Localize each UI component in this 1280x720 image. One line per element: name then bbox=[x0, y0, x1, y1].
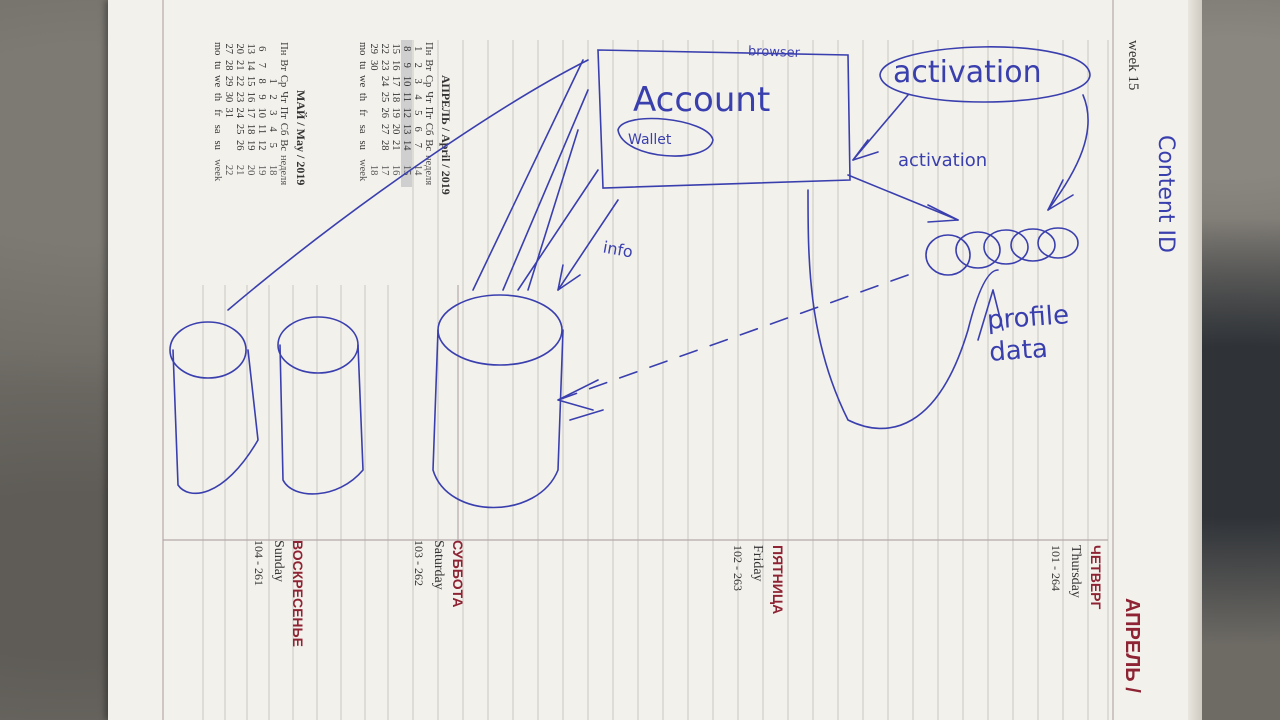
calendar-cell: 24 bbox=[379, 75, 390, 87]
calendar-cell: 23 bbox=[234, 91, 245, 103]
label-account: Account bbox=[633, 80, 771, 120]
calendar-cell: th bbox=[357, 92, 368, 102]
calendar-cell: 5 bbox=[412, 110, 423, 116]
calendar-cell: 8 bbox=[401, 40, 412, 57]
arrow-browser-to-content bbox=[848, 175, 958, 220]
calendar-cell: 17 bbox=[390, 75, 401, 87]
calendar-cell: 17 bbox=[245, 107, 256, 119]
calendar-cell: 26 bbox=[379, 107, 390, 119]
calendar-cell: su bbox=[212, 140, 223, 150]
calendar-cell: 9 bbox=[401, 57, 412, 73]
calendar-cell: mo bbox=[357, 42, 368, 56]
calendar-cell: 20 bbox=[245, 164, 256, 176]
calendar-cell: 3 bbox=[267, 110, 278, 116]
label-activation: activation bbox=[898, 150, 988, 171]
calendar-cell: 9 bbox=[256, 94, 267, 100]
calendar-cell: 26 bbox=[234, 139, 245, 151]
calendar-cell: 19 bbox=[256, 164, 267, 176]
day-thursday-nums: 101 - 264 bbox=[1049, 545, 1063, 591]
calendar-cell: 28 bbox=[223, 59, 234, 71]
calendar-cell: Чт bbox=[423, 91, 434, 103]
calendar-cell: 10 bbox=[256, 107, 267, 119]
calendar-cell: 20 bbox=[234, 43, 245, 54]
day-sunday-ru: ВОСКРЕСЕНЬЕ bbox=[290, 540, 306, 647]
calendar-cell: 31 bbox=[223, 107, 234, 119]
calendar-cell: 14 bbox=[412, 164, 423, 176]
calendar-cell: Ср bbox=[423, 75, 434, 88]
calendar-cell: Вт bbox=[423, 59, 434, 72]
calendar-cell: 21 bbox=[234, 164, 245, 176]
calendar-cell: 22 bbox=[223, 164, 234, 176]
calendar-cell: 29 bbox=[368, 43, 379, 54]
calendar-cell: th bbox=[212, 92, 223, 102]
calendar-cell: su bbox=[357, 140, 368, 150]
calendar-cell: 16 bbox=[390, 59, 401, 71]
database-cylinders bbox=[170, 295, 563, 508]
calendar-cell: 27 bbox=[379, 123, 390, 135]
arrow-activation-to-content bbox=[1048, 95, 1088, 210]
page-edge bbox=[1188, 0, 1202, 720]
calendar-cell: 1 bbox=[412, 46, 423, 52]
calendar-cell: Вт bbox=[278, 59, 289, 72]
calendar-cell: 16 bbox=[245, 91, 256, 103]
calendar-cell: Пн bbox=[278, 42, 289, 56]
calendar-cell: Сб bbox=[423, 122, 434, 136]
calendar-cell: 30 bbox=[368, 59, 379, 71]
calendar-cell: 2 bbox=[412, 62, 423, 68]
calendar-cell: 21 bbox=[390, 139, 401, 151]
label-content-id: Content ID bbox=[1153, 135, 1178, 253]
month-header: АПРЕЛЬ / bbox=[1121, 598, 1143, 693]
calendar-cell: tu bbox=[357, 61, 368, 70]
calendar-cell: 6 bbox=[412, 126, 423, 132]
calendar-cell: 20 bbox=[390, 123, 401, 135]
calendar-cell: Пн bbox=[423, 42, 434, 56]
calendar-cell: 28 bbox=[379, 139, 390, 151]
content-id-circles bbox=[926, 228, 1078, 275]
calendar-cell: неделя bbox=[423, 155, 434, 186]
calendar-cell: tu bbox=[212, 61, 223, 70]
calendar-cell: 13 bbox=[245, 43, 256, 54]
calendar-cell: 7 bbox=[256, 62, 267, 68]
calendar-cell: we bbox=[212, 75, 223, 88]
label-wallet: Wallet bbox=[628, 132, 672, 148]
calendar-cell: 1 bbox=[267, 78, 278, 84]
calendar-cell: sa bbox=[212, 124, 223, 134]
day-friday-en: Friday bbox=[750, 545, 765, 582]
calendar-cell: 7 bbox=[412, 142, 423, 148]
calendar-cell: неделя bbox=[278, 155, 289, 186]
calendar-cell: 16 bbox=[390, 164, 401, 176]
calendar-cell: 22 bbox=[379, 43, 390, 54]
calendar-cell: 4 bbox=[267, 126, 278, 132]
calendar-cell: mo bbox=[212, 42, 223, 56]
profile-bucket bbox=[808, 190, 998, 428]
day-friday-ru: ПЯТНИЦА bbox=[770, 545, 786, 615]
calendar-cell: we bbox=[357, 75, 368, 88]
calendar-cell: 22 bbox=[234, 75, 245, 87]
calendar-cell: 18 bbox=[245, 123, 256, 135]
day-sunday-nums: 104 - 261 bbox=[252, 540, 266, 586]
label-profile-data: profile data bbox=[986, 300, 1071, 368]
week-label: week 15 bbox=[1125, 40, 1141, 91]
calendar-cell: 4 bbox=[412, 94, 423, 100]
calendar-cell: 18 bbox=[368, 164, 379, 176]
day-sunday-en: Sunday bbox=[271, 540, 286, 582]
calendar-cell: 12 bbox=[256, 139, 267, 151]
calendar-cell: Чт bbox=[278, 91, 289, 103]
dashed-arrow bbox=[558, 275, 908, 400]
calendar-cell: Ср bbox=[278, 75, 289, 88]
calendar-cell: 29 bbox=[223, 75, 234, 87]
label-activation-circled: activation bbox=[893, 55, 1042, 90]
calendar-cell: 6 bbox=[256, 46, 267, 52]
calendar-cell: 25 bbox=[234, 123, 245, 135]
april-title: АПРЕЛЬ / April / 2019 bbox=[439, 75, 453, 195]
calendar-cell: 15 bbox=[401, 153, 412, 187]
calendar-cell: week bbox=[357, 159, 368, 182]
calendar-cell: sa bbox=[357, 124, 368, 134]
calendar-cell: 8 bbox=[256, 78, 267, 84]
calendar-cell: 3 bbox=[412, 78, 423, 84]
calendar-cell: Пт bbox=[278, 106, 289, 119]
calendar-cell: Вс bbox=[423, 139, 434, 152]
calendar-cell: 5 bbox=[267, 142, 278, 148]
calendar-cell: 25 bbox=[379, 91, 390, 103]
calendar-cell: 19 bbox=[245, 139, 256, 151]
calendar-cell: 23 bbox=[379, 59, 390, 71]
calendar-cell: fr bbox=[212, 109, 223, 117]
calendar-cell: 12 bbox=[401, 105, 412, 121]
calendar-cell: 24 bbox=[234, 107, 245, 119]
label-info: info bbox=[601, 237, 635, 262]
calendar-cell: 14 bbox=[245, 59, 256, 71]
calendar-cell: 18 bbox=[267, 164, 278, 176]
calendar-cell: Сб bbox=[278, 122, 289, 136]
calendar-cell: 15 bbox=[245, 75, 256, 87]
day-saturday-en: Saturday bbox=[431, 540, 446, 590]
calendar-cell: 15 bbox=[390, 43, 401, 54]
calendar-cell: 30 bbox=[223, 91, 234, 103]
label-browser: browser bbox=[747, 44, 801, 61]
calendar-cell: 14 bbox=[401, 137, 412, 153]
calendar-cell: 2 bbox=[267, 94, 278, 100]
calendar-cell: 11 bbox=[401, 89, 412, 104]
planner-page bbox=[108, 0, 1198, 720]
calendar-cell: week bbox=[212, 159, 223, 182]
calendar-cell: 13 bbox=[401, 121, 412, 137]
day-thursday-ru: ЧЕТВЕРГ bbox=[1088, 545, 1104, 610]
day-thursday-en: Thursday bbox=[1068, 545, 1083, 598]
calendar-cell: Пт bbox=[423, 106, 434, 119]
calendar-cell: 21 bbox=[234, 59, 245, 71]
day-friday-nums: 102 - 263 bbox=[731, 545, 745, 591]
calendar-cell: 19 bbox=[390, 107, 401, 119]
calendar-cell: fr bbox=[357, 109, 368, 117]
calendar-cell: 10 bbox=[401, 73, 412, 89]
calendar-cell: 27 bbox=[223, 43, 234, 54]
calendar-cell: 18 bbox=[390, 91, 401, 103]
calendar-cell: 11 bbox=[256, 124, 267, 135]
day-saturday-ru: СУББОТА bbox=[450, 540, 466, 608]
calendar-cell: Вс bbox=[278, 139, 289, 152]
browser-to-cylinders-arrows bbox=[473, 60, 598, 290]
day-saturday-nums: 103 - 262 bbox=[412, 540, 426, 586]
may-title: МАЙ / May / 2019 bbox=[294, 90, 308, 186]
calendar-cell: 17 bbox=[379, 164, 390, 176]
